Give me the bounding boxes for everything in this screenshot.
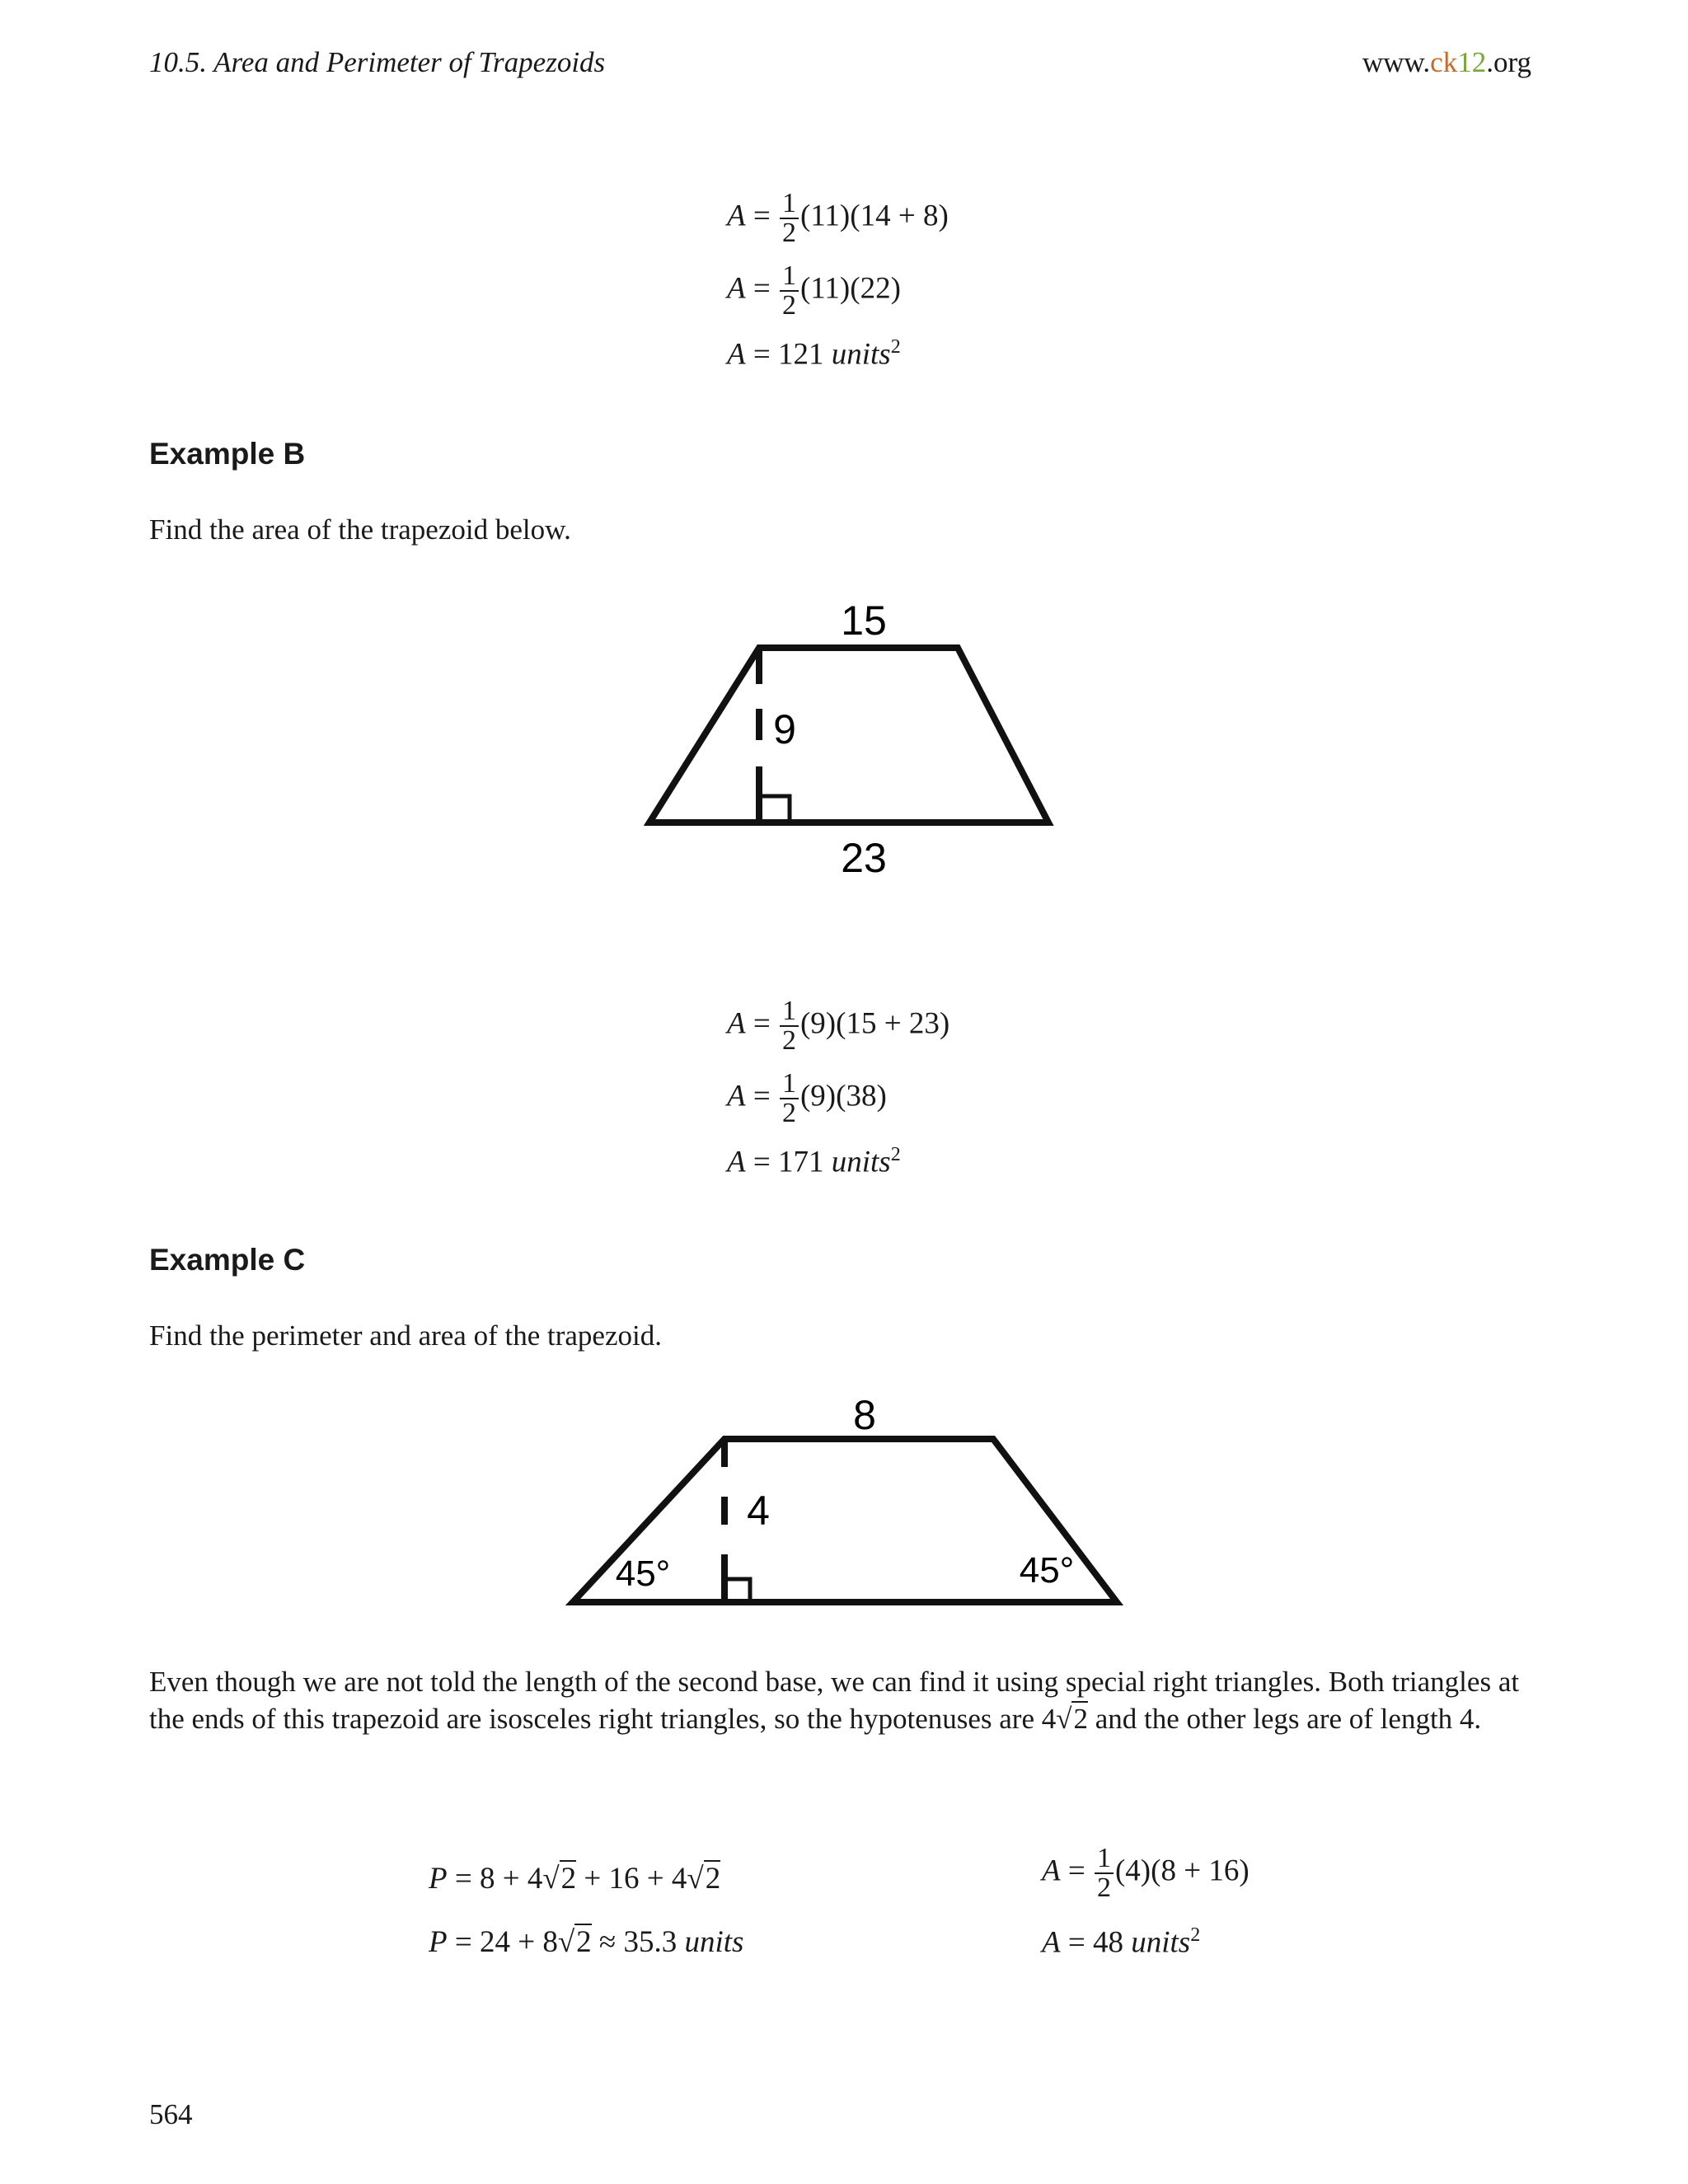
example-b-equation-3: [727, 1144, 901, 1179]
unit: units: [831, 337, 891, 372]
expression: (9)(38): [799, 1079, 887, 1113]
exponent: 2: [1190, 1924, 1201, 1946]
exponent: 2: [890, 336, 901, 358]
site-url-12: 12: [1457, 46, 1487, 78]
site-url[interactable]: [1362, 46, 1531, 79]
trapezoid-outline: [649, 648, 1048, 823]
expression-part: 24 + 8: [479, 1925, 558, 1959]
equals-sign: =: [447, 1925, 480, 1959]
bottom-base-label: 23: [841, 835, 887, 881]
result-value: 48: [1092, 1925, 1123, 1960]
variable-a: A: [1042, 1854, 1061, 1888]
numerator: 1: [780, 1070, 799, 1099]
variable-a: A: [727, 1079, 746, 1113]
page-number: 564: [149, 2098, 193, 2130]
result-value: 121: [777, 337, 824, 372]
expression: (11)(14 + 8): [799, 199, 949, 233]
denominator: 2: [1096, 1872, 1111, 1903]
example-b-prompt: Find the area of the trapezoid below.: [149, 513, 571, 546]
denominator: 2: [781, 1098, 796, 1128]
example-c-prompt: Find the perimeter and area of the trapezoid.: [149, 1319, 662, 1352]
unit: units: [831, 1145, 891, 1179]
denominator: 2: [781, 290, 796, 321]
unit: units: [1131, 1925, 1191, 1960]
example-b-equation-2: [727, 1070, 887, 1127]
fraction-one-half: [1095, 1844, 1114, 1902]
numerator: 1: [1095, 1844, 1114, 1874]
site-url-suffix: .org: [1486, 46, 1531, 78]
fraction-one-half: [780, 1070, 799, 1127]
example-a-equation-2: [727, 262, 901, 320]
sqrt-symbol: √: [1056, 1703, 1072, 1735]
sqrt-symbol: √: [557, 1925, 575, 1959]
denominator: 2: [781, 1025, 796, 1056]
equals-sign: =: [1060, 1925, 1093, 1960]
right-angle-marker: [762, 796, 790, 823]
expression: (11)(22): [799, 271, 901, 306]
sqrt-symbol: √: [687, 1862, 704, 1896]
radicand: 2: [705, 1862, 721, 1896]
result-value: 171: [777, 1145, 824, 1179]
equals-sign: =: [745, 1006, 778, 1041]
unit: units: [684, 1925, 744, 1959]
fraction-one-half: [780, 997, 799, 1055]
equals-sign: =: [745, 271, 778, 306]
variable-p: P: [429, 1862, 448, 1896]
perimeter-equation-2: [429, 1924, 743, 1960]
right-angle-marker: [728, 1579, 750, 1602]
site-url-ck: ck: [1430, 46, 1458, 78]
exponent: 2: [890, 1144, 901, 1165]
equals-sign: =: [745, 1145, 778, 1179]
area-equation-1: [1042, 1844, 1250, 1902]
fraction-one-half: [780, 262, 799, 320]
equals-sign: =: [745, 337, 778, 372]
explanation-text-2: and the other legs are of length 4.: [1087, 1703, 1482, 1735]
explanation-text-1: Even though we are not told the length of the second base, we can find it using special right triangles. Both triangles at the ends of this trapezoid are isosceles right triangles, so the hypotenuses are 4: [149, 1666, 1520, 1735]
fraction-one-half: [780, 190, 799, 247]
top-base-label: 15: [841, 598, 887, 644]
variable-p: P: [429, 1925, 448, 1959]
area-equation-2: [1042, 1924, 1200, 1960]
variable-a: A: [727, 1145, 746, 1179]
sqrt-symbol: √: [542, 1862, 560, 1896]
example-c-explanation: [149, 1663, 1542, 1737]
running-header-title: 10.5. Area and Perimeter of Trapezoids: [149, 46, 606, 78]
radicand: 2: [560, 1862, 577, 1896]
numerator: 1: [780, 262, 799, 292]
numerator: 1: [780, 997, 799, 1027]
expression: (9)(15 + 23): [799, 1006, 950, 1041]
example-a-equation-3: [727, 336, 901, 372]
example-c-heading: Example C: [149, 1243, 306, 1277]
right-angle-label: 45°: [1019, 1550, 1075, 1591]
expression-part: 8 + 4: [479, 1862, 543, 1896]
example-b-equation-1: [727, 997, 950, 1055]
perimeter-equation-1: [429, 1861, 720, 1896]
top-base-label: 8: [853, 1393, 876, 1438]
equals-sign: =: [1060, 1854, 1093, 1888]
trapezoid-figure-b: [643, 593, 1055, 882]
variable-a: A: [727, 1006, 746, 1041]
variable-a: A: [727, 271, 746, 306]
variable-a: A: [727, 337, 746, 372]
site-url-prefix: www.: [1362, 46, 1431, 78]
expression-part: + 16 + 4: [576, 1862, 687, 1896]
expression: (4)(8 + 16): [1114, 1854, 1250, 1888]
equals-sign: =: [745, 1079, 778, 1113]
radicand: 2: [1073, 1703, 1088, 1735]
numerator: 1: [780, 190, 799, 219]
left-angle-label: 45°: [615, 1554, 671, 1594]
equals-sign: =: [745, 199, 778, 233]
height-label: 9: [773, 706, 796, 752]
height-label: 4: [747, 1488, 770, 1534]
variable-a: A: [1042, 1925, 1061, 1960]
denominator: 2: [781, 218, 796, 248]
example-a-equation-1: [727, 190, 949, 247]
example-b-heading: Example B: [149, 437, 306, 471]
trapezoid-figure-c: [565, 1393, 1125, 1615]
radicand: 2: [576, 1925, 592, 1959]
variable-a: A: [727, 199, 746, 233]
equals-sign: =: [447, 1862, 480, 1896]
expression-part: ≈ 35.3: [591, 1925, 685, 1959]
